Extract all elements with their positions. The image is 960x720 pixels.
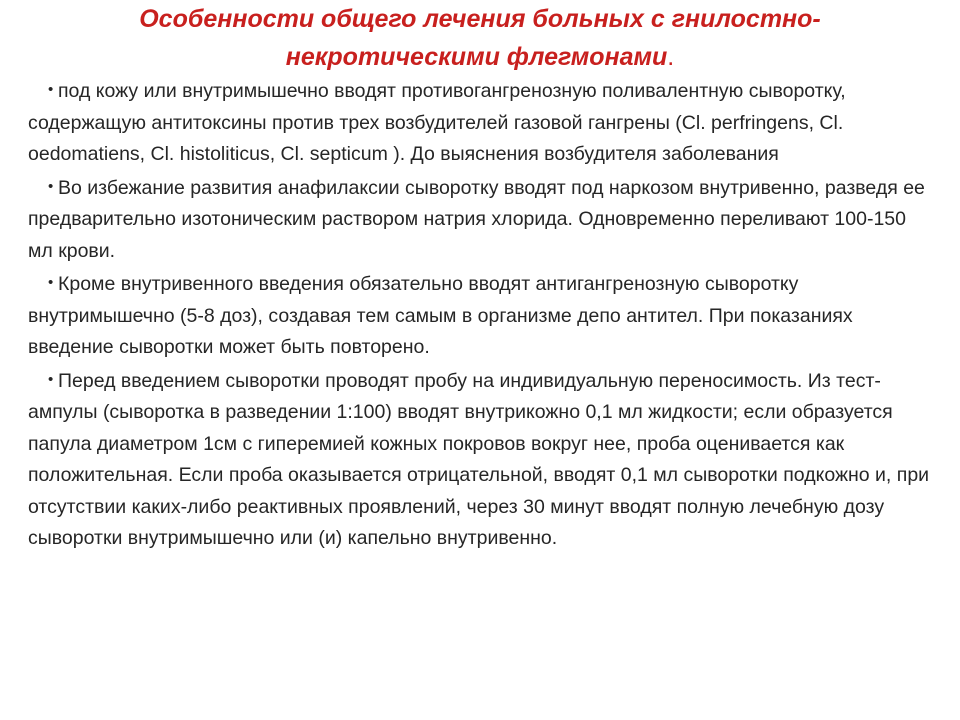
bullet-marker: • xyxy=(48,274,54,291)
slide-title xyxy=(40,0,920,76)
bullet-item-4 xyxy=(28,364,932,555)
bullet-text-4: Перед введением сыворотки проводят пробу на индивидуальную переносимость. Из тест-ампулы (сыворотка в разведении 1:100) вводят внутрикожно 0,1 мл жидкости; если образуется папула диаметром 1см с гиперемией кожных покровов вокруг нее, проба оценивается как положительная. Если проба оказывается отрицательной, вводят 0,1 мл сыворотки подкожно и, при отсутствии каких-либо реактивных проявлений, через 30 минут вводят полную лечебную дозу сыворотки внутримышечно или (и) капельно внутривенно. xyxy=(28,369,930,549)
bullet-marker: • xyxy=(48,81,54,98)
slide-title-period: . xyxy=(667,43,675,71)
bullet-text-3: Кроме внутривенного введения обязательно вводят антигангренозную сыворотку внутримышечно (5-8 доз), создавая тем самым в организме депо антител. При показаниях введение сыворотки может быть повторено. xyxy=(28,273,853,358)
slide-title-text: Особенности общего лечения больных с гнилостно-некротическими флегмонами xyxy=(139,5,821,71)
bullet-list xyxy=(28,74,932,555)
bullet-item-3 xyxy=(28,267,932,364)
bullet-item-2 xyxy=(28,171,932,268)
bullet-marker: • xyxy=(48,177,54,195)
bullet-item-1 xyxy=(28,74,932,171)
bullet-text-2: Во избежание развития анафилаксии сыворотку вводят под наркозом внутривенно, разведя ее предварительно изотоническим раствором натрия хлорида. Одновременно переливают 100-150 мл крови. xyxy=(28,176,925,262)
bullet-text-1: под кожу или внутримышечно вводят противогангренозную поливалентную сыворотку, содержащую антитоксины против трех возбудителей газовой гангрены (Cl. perfringens, Cl. oedomatiens, Cl. histoliticus, Cl. septicum ). До выяснения возбудителя заболевания xyxy=(28,80,846,165)
bullet-marker: • xyxy=(48,370,54,388)
